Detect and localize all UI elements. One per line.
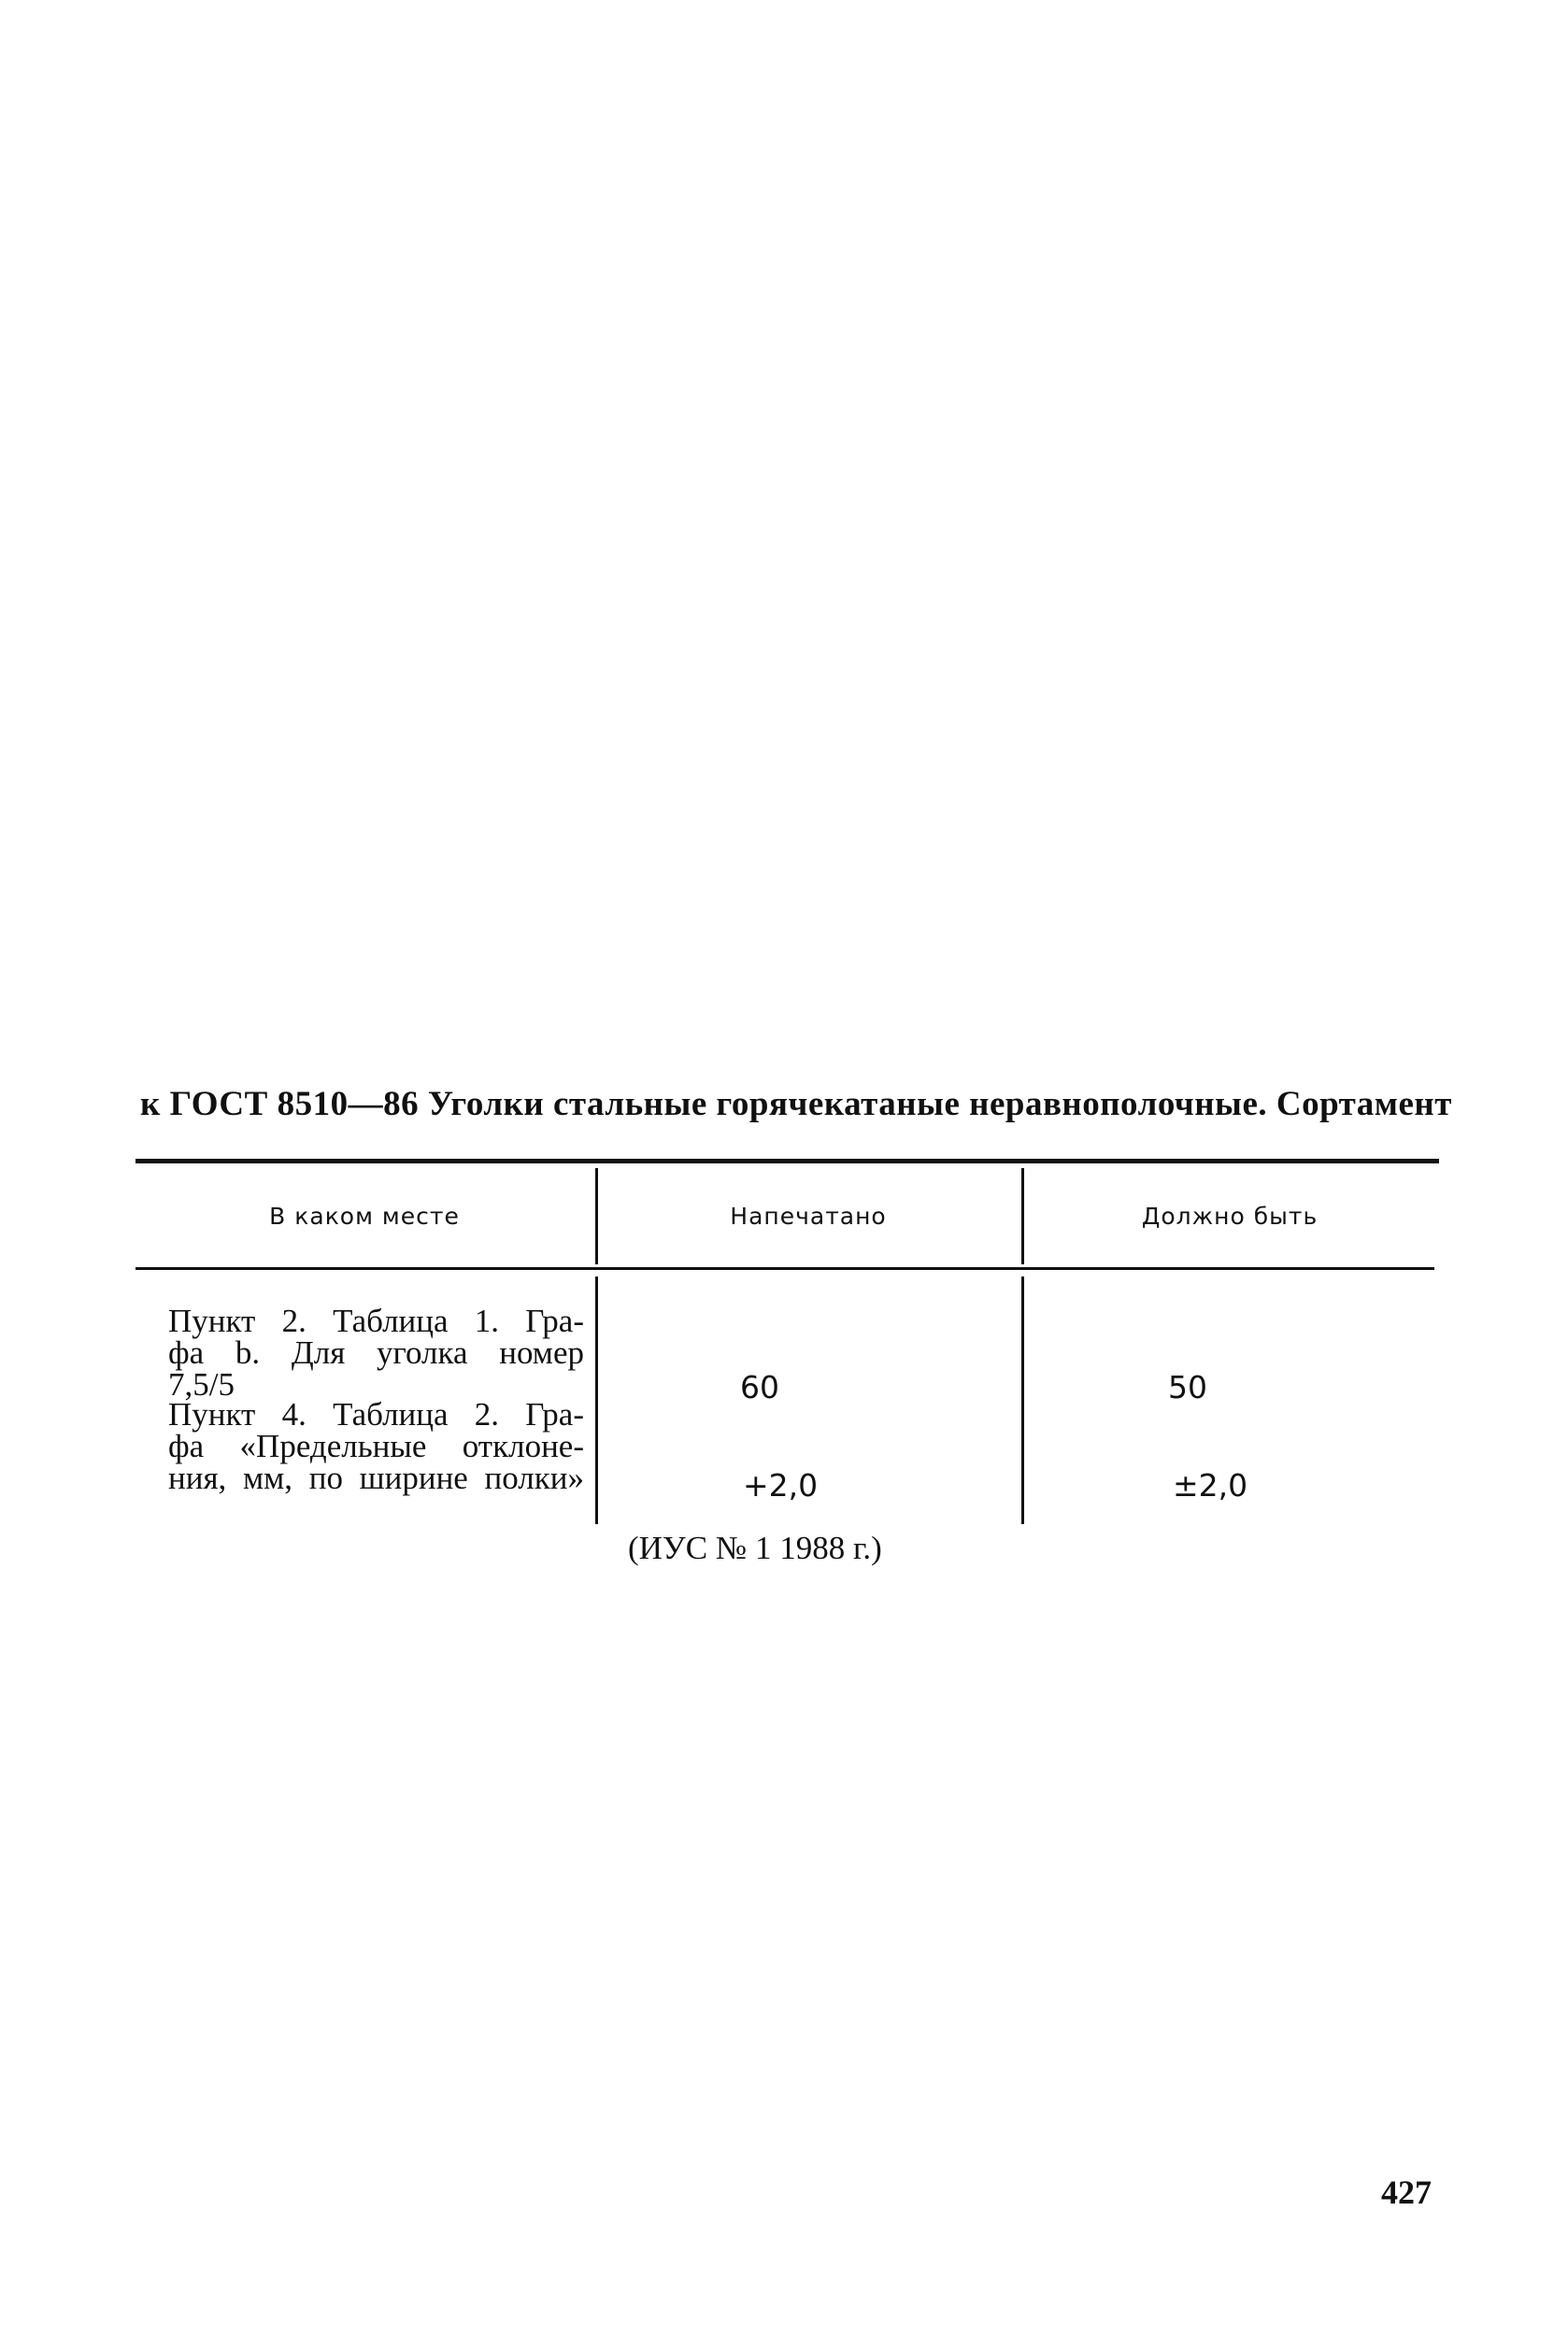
source-note: (ИУС № 1 1988 г.) <box>628 1530 882 1566</box>
table-row-2-should-be: ±2,0 <box>1173 1467 1248 1504</box>
column-header-where: В каком месте <box>269 1203 460 1230</box>
table-row-1-where-line: фа b. Для уголка номер <box>168 1334 584 1371</box>
table-header-rule <box>135 1267 1434 1270</box>
page-number: 427 <box>1381 2174 1432 2211</box>
table-row-2-where-line: фа «Предельные отклоне- <box>168 1428 584 1464</box>
column-header-should-be: Должно быть <box>1141 1203 1319 1230</box>
table-row-1-printed: 60 <box>740 1369 779 1405</box>
table-row-2-where-line: Пункт 4. Таблица 2. Гра- <box>168 1396 584 1433</box>
table-row-2-where <box>168 1396 584 1496</box>
body-column-divider-2 <box>1021 1276 1024 1524</box>
table-row-1-where-line: 7,5/5 <box>168 1366 235 1403</box>
table-row-1-where-line: Пункт 2. Таблица 1. Гра- <box>168 1303 584 1339</box>
table-row-2-printed: +2,0 <box>743 1467 819 1504</box>
table-row-1-should-be: 50 <box>1168 1369 1207 1405</box>
document-heading: к ГОСТ 8510—86 Уголки стальные горячекатаные неравнополочные. Сортамент <box>140 1085 1452 1123</box>
column-header-printed: Напечатано <box>730 1203 887 1230</box>
body-column-divider-1 <box>595 1276 598 1524</box>
table-top-rule <box>135 1159 1439 1163</box>
table-row-2-where-line: ния, мм, по ширине полки» <box>168 1460 584 1496</box>
table-row-1-where <box>168 1305 584 1401</box>
